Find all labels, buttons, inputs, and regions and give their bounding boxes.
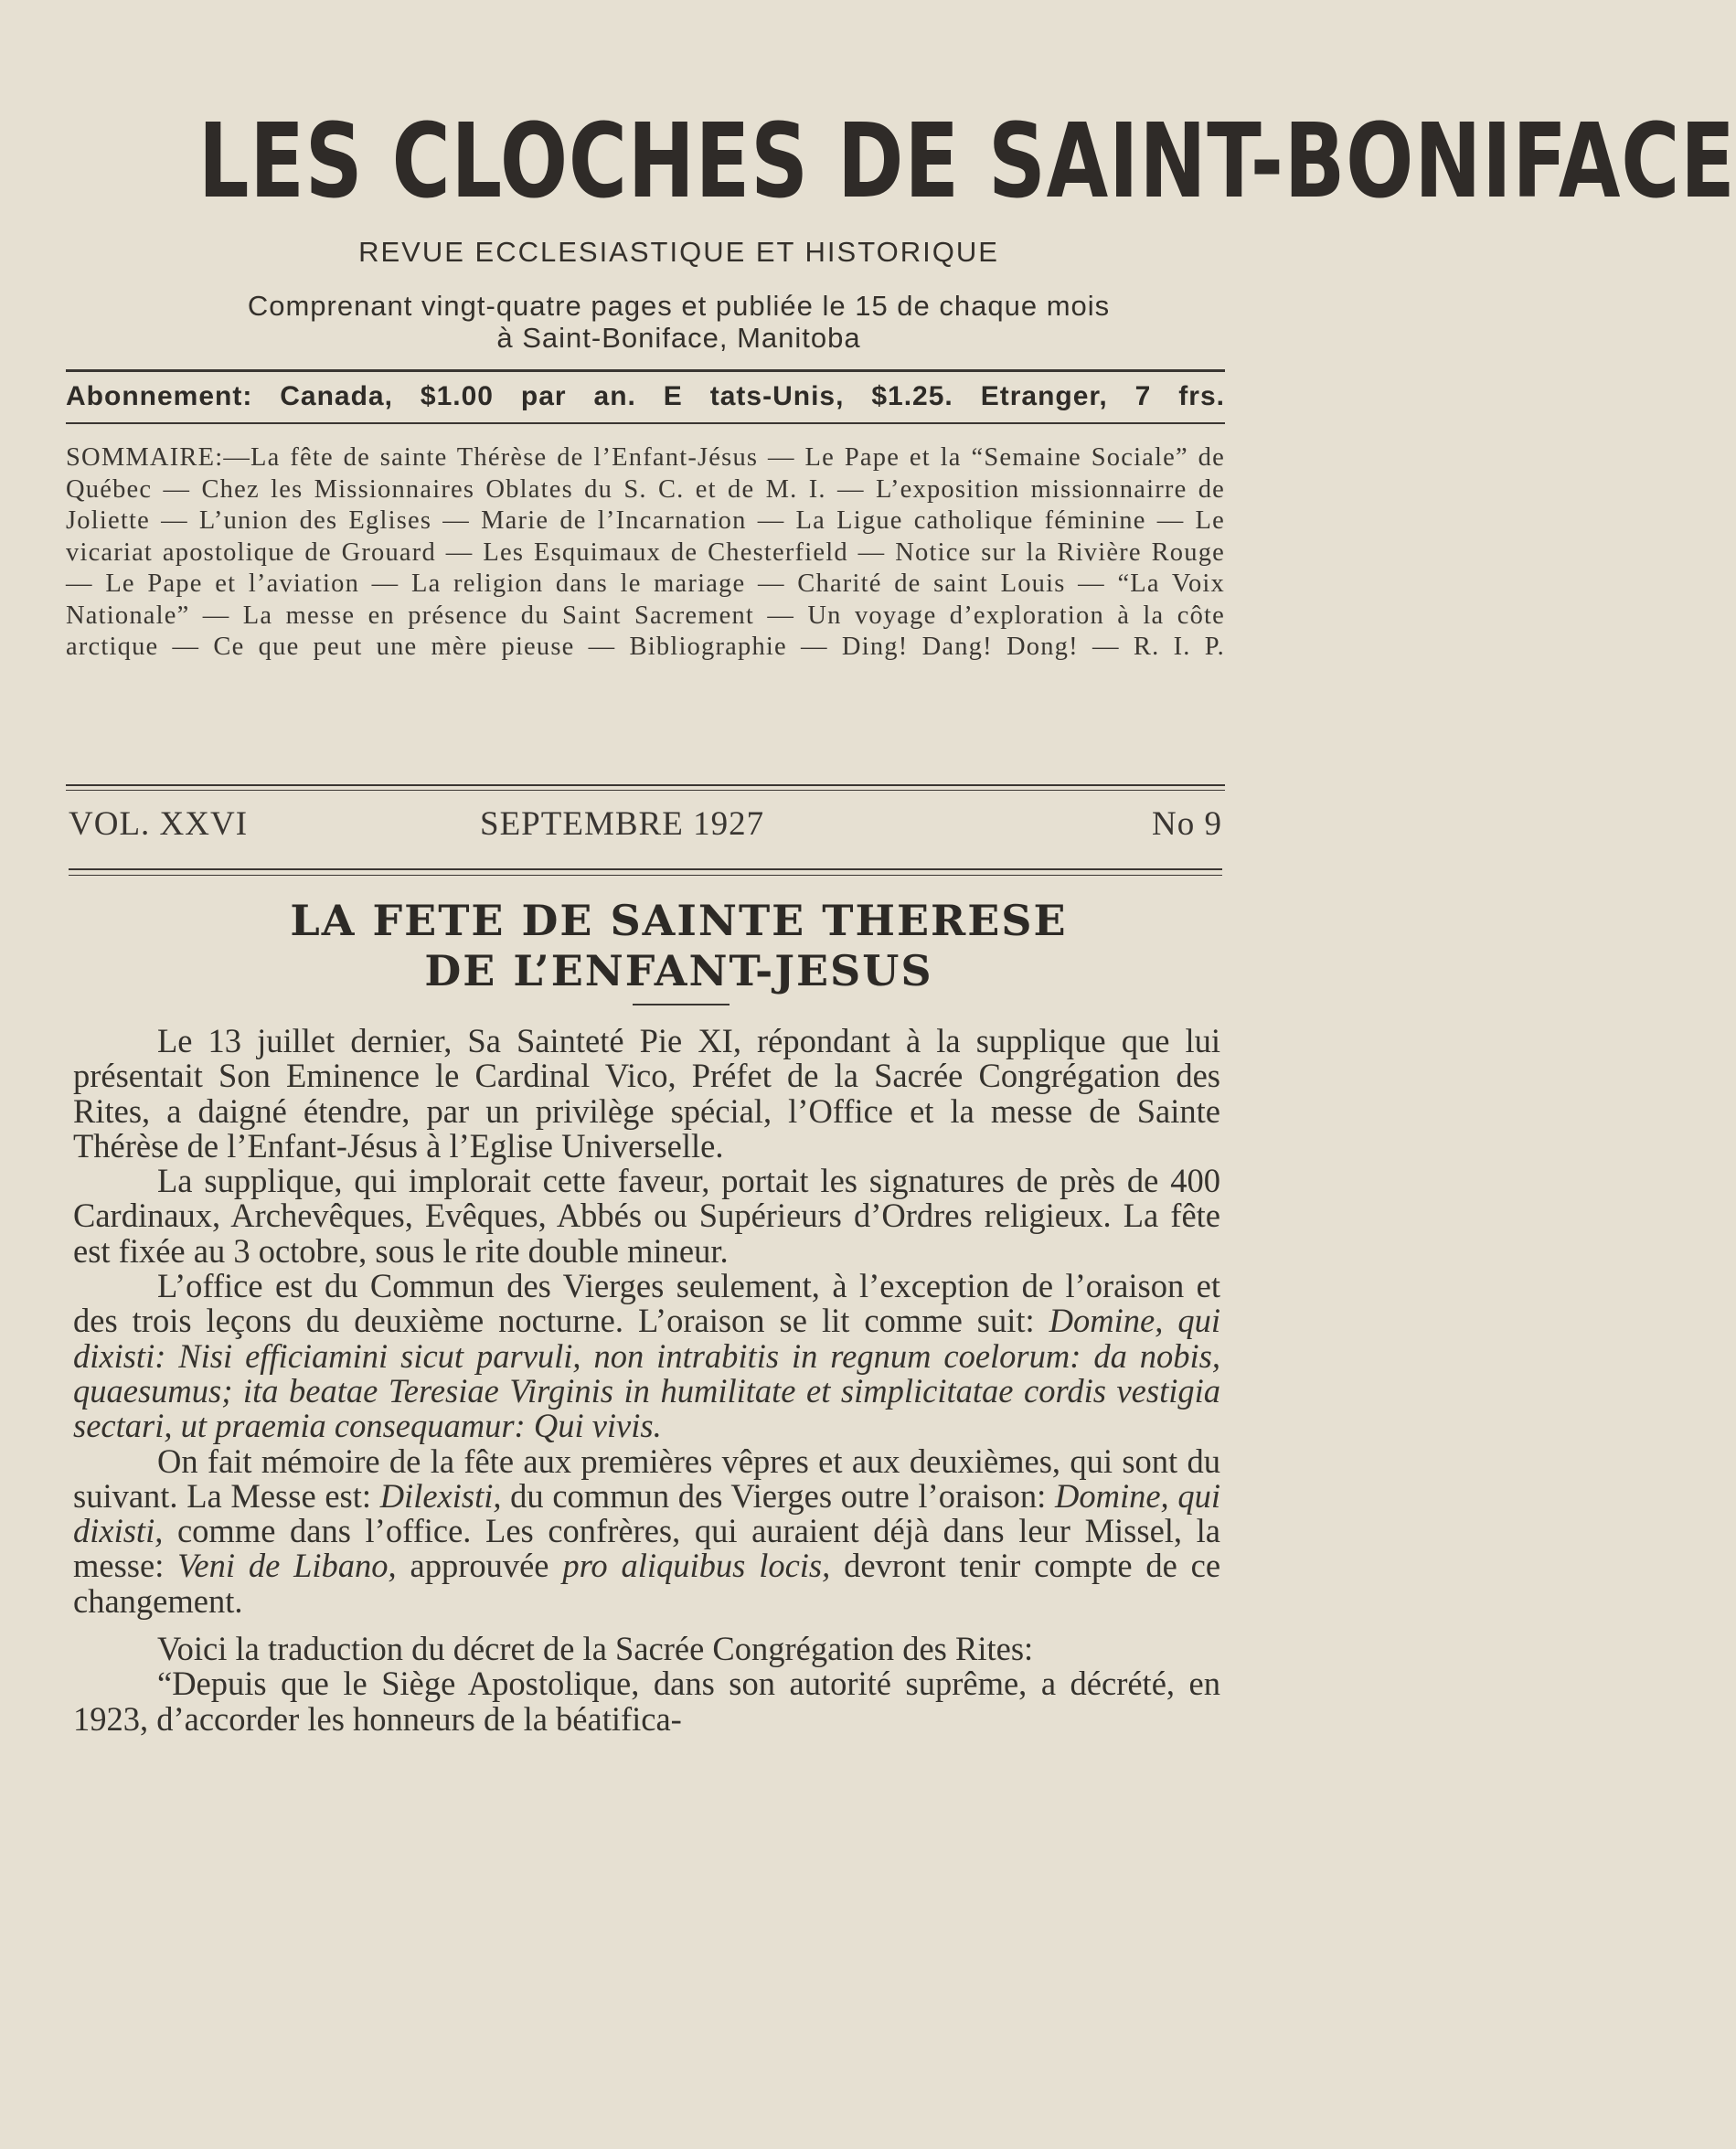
masthead-description-line-2: à Saint-Boniface, Manitoba <box>496 322 861 354</box>
rule-below-issue-2 <box>69 875 1222 876</box>
rule-under-subscription <box>66 422 1225 424</box>
subscription-foreign: Etranger, 7 frs. <box>980 381 1225 411</box>
subscription-usa: E tats-Unis, $1.25. <box>663 381 953 411</box>
title-divider <box>633 1004 730 1005</box>
issue-info <box>69 804 1222 845</box>
issue-date: SEPTEMBRE 1927 <box>480 805 765 843</box>
issue-volume: VOL. XXVI <box>69 805 249 843</box>
paragraph-3: L’office est du Commun des Vierges seulement, à l’exception de l’oraison et des trois leçons du deuxième nocturne. L’oraison se lit comme suit: Domine, qui dixisti: Nisi efficiamini sicut parvuli, non intrabitis in regnum coelorum: da nobis, quaesumus; ita beatae Teresiae Virginis in humilitate et simplicitatae cordis vestigia sectari, ut praemia consequamur: Qui vivis. <box>73 1267 1220 1445</box>
table-of-contents: SOMMAIRE:—La fête de sainte Thérèse de l’Enfant-Jésus — Le Pape et la “Semaine Sociale” de Québec — Chez les Missionnaires Oblates du S. C. et de M. I. — L’exposition missionnairre de Joliette — L’union des Eglises — Marie de l’Incarnation — La Ligue catholique féminine — Le vicariat apostolique de Grouard — Les Esquimaux de Chesterfield — Notice sur la Rivière Rouge — Le Pape et l’aviation — La religion dans le mariage — Charité de saint Louis — “La Voix Nationale” — La messe en présence du Saint Sacrement — Un voyage d’exploration à la côte arctique — Ce que peut une mère pieuse — Bibliographie — Ding! Dang! Dong! — R. I. P. <box>66 443 1225 661</box>
paragraph-4: On fait mémoire de la fête aux premières vêpres et aux deuxièmes, qui sont du suivant. La Messe est: Dilexisti, du commun des Vierges outre l’oraison: Domine, qui dixisti, comme dans l’office. Les confrères, qui auraient déjà dans leur Missel, la messe: Veni de Libano, approuvée pro aliquibus locis, devront tenir compte de ce changement. <box>73 1442 1221 1620</box>
subscription-canada: Abonnement: Canada, $1.00 par an. <box>66 381 636 411</box>
rule-above-issue-2 <box>66 790 1225 791</box>
article-body <box>73 1024 1220 1737</box>
paragraph-1: Le 13 juillet dernier, Sa Sainteté Pie XI, répondant à la supplique que lui présentait Son Eminence le Cardinal Vico, Préfet de la Sacrée Congrégation des Rites, a daigné étendre, par un privilège spécial, l’Office et la messe de Sainte Thérèse de l’Enfant-Jésus à l’Eglise Universelle. <box>73 1022 1220 1165</box>
article-title-line-2: DE L’ENFANT-JESUS <box>424 946 933 995</box>
masthead-subtitle: REVUE ECCLESIASTIQUE ET HISTORIQUE <box>358 236 999 268</box>
article-title-line-1: LA FETE DE SAINTE THERESE <box>290 896 1068 945</box>
paragraph-2: La supplique, qui implorait cette faveur, portait les signatures de près de 400 Cardinaux, Archevêques, Evêques, Abbés ou Supérieurs d’Ordres religieux. La fête est fixée au 3 octobre, sous le rite double mineur. <box>73 1162 1220 1270</box>
rule-above-issue <box>66 784 1225 786</box>
rule-top <box>66 369 1225 372</box>
rule-below-issue <box>69 868 1222 870</box>
paragraph-5: Voici la traduction du décret de la Sacrée Congrégation des Rites: <box>157 1630 1034 1668</box>
subscription-line <box>66 381 1225 412</box>
masthead-description-line-1: Comprenant vingt-quatre pages et publiée le 15 de chaque mois <box>247 290 1111 322</box>
masthead-title: LES CLOCHES DE SAINT-BONIFACE <box>197 102 1736 221</box>
paragraph-6: “Depuis que le Siège Apostolique, dans son autorité suprême, a décrété, en 1923, d’accorder les honneurs de la béatifica- <box>73 1665 1220 1738</box>
prayer-latin: Domine, qui dixisti: Nisi efficiamini sicut parvuli, non intrabitis in regnum coelorum: da nobis, quaesumus; ita beatae Teresiae Virginis in humilitate et simplicitatae cordis vestigia sectari, ut praemia consequamur: Qui vivis. <box>73 1302 1220 1445</box>
issue-number: No 9 <box>1152 805 1222 843</box>
